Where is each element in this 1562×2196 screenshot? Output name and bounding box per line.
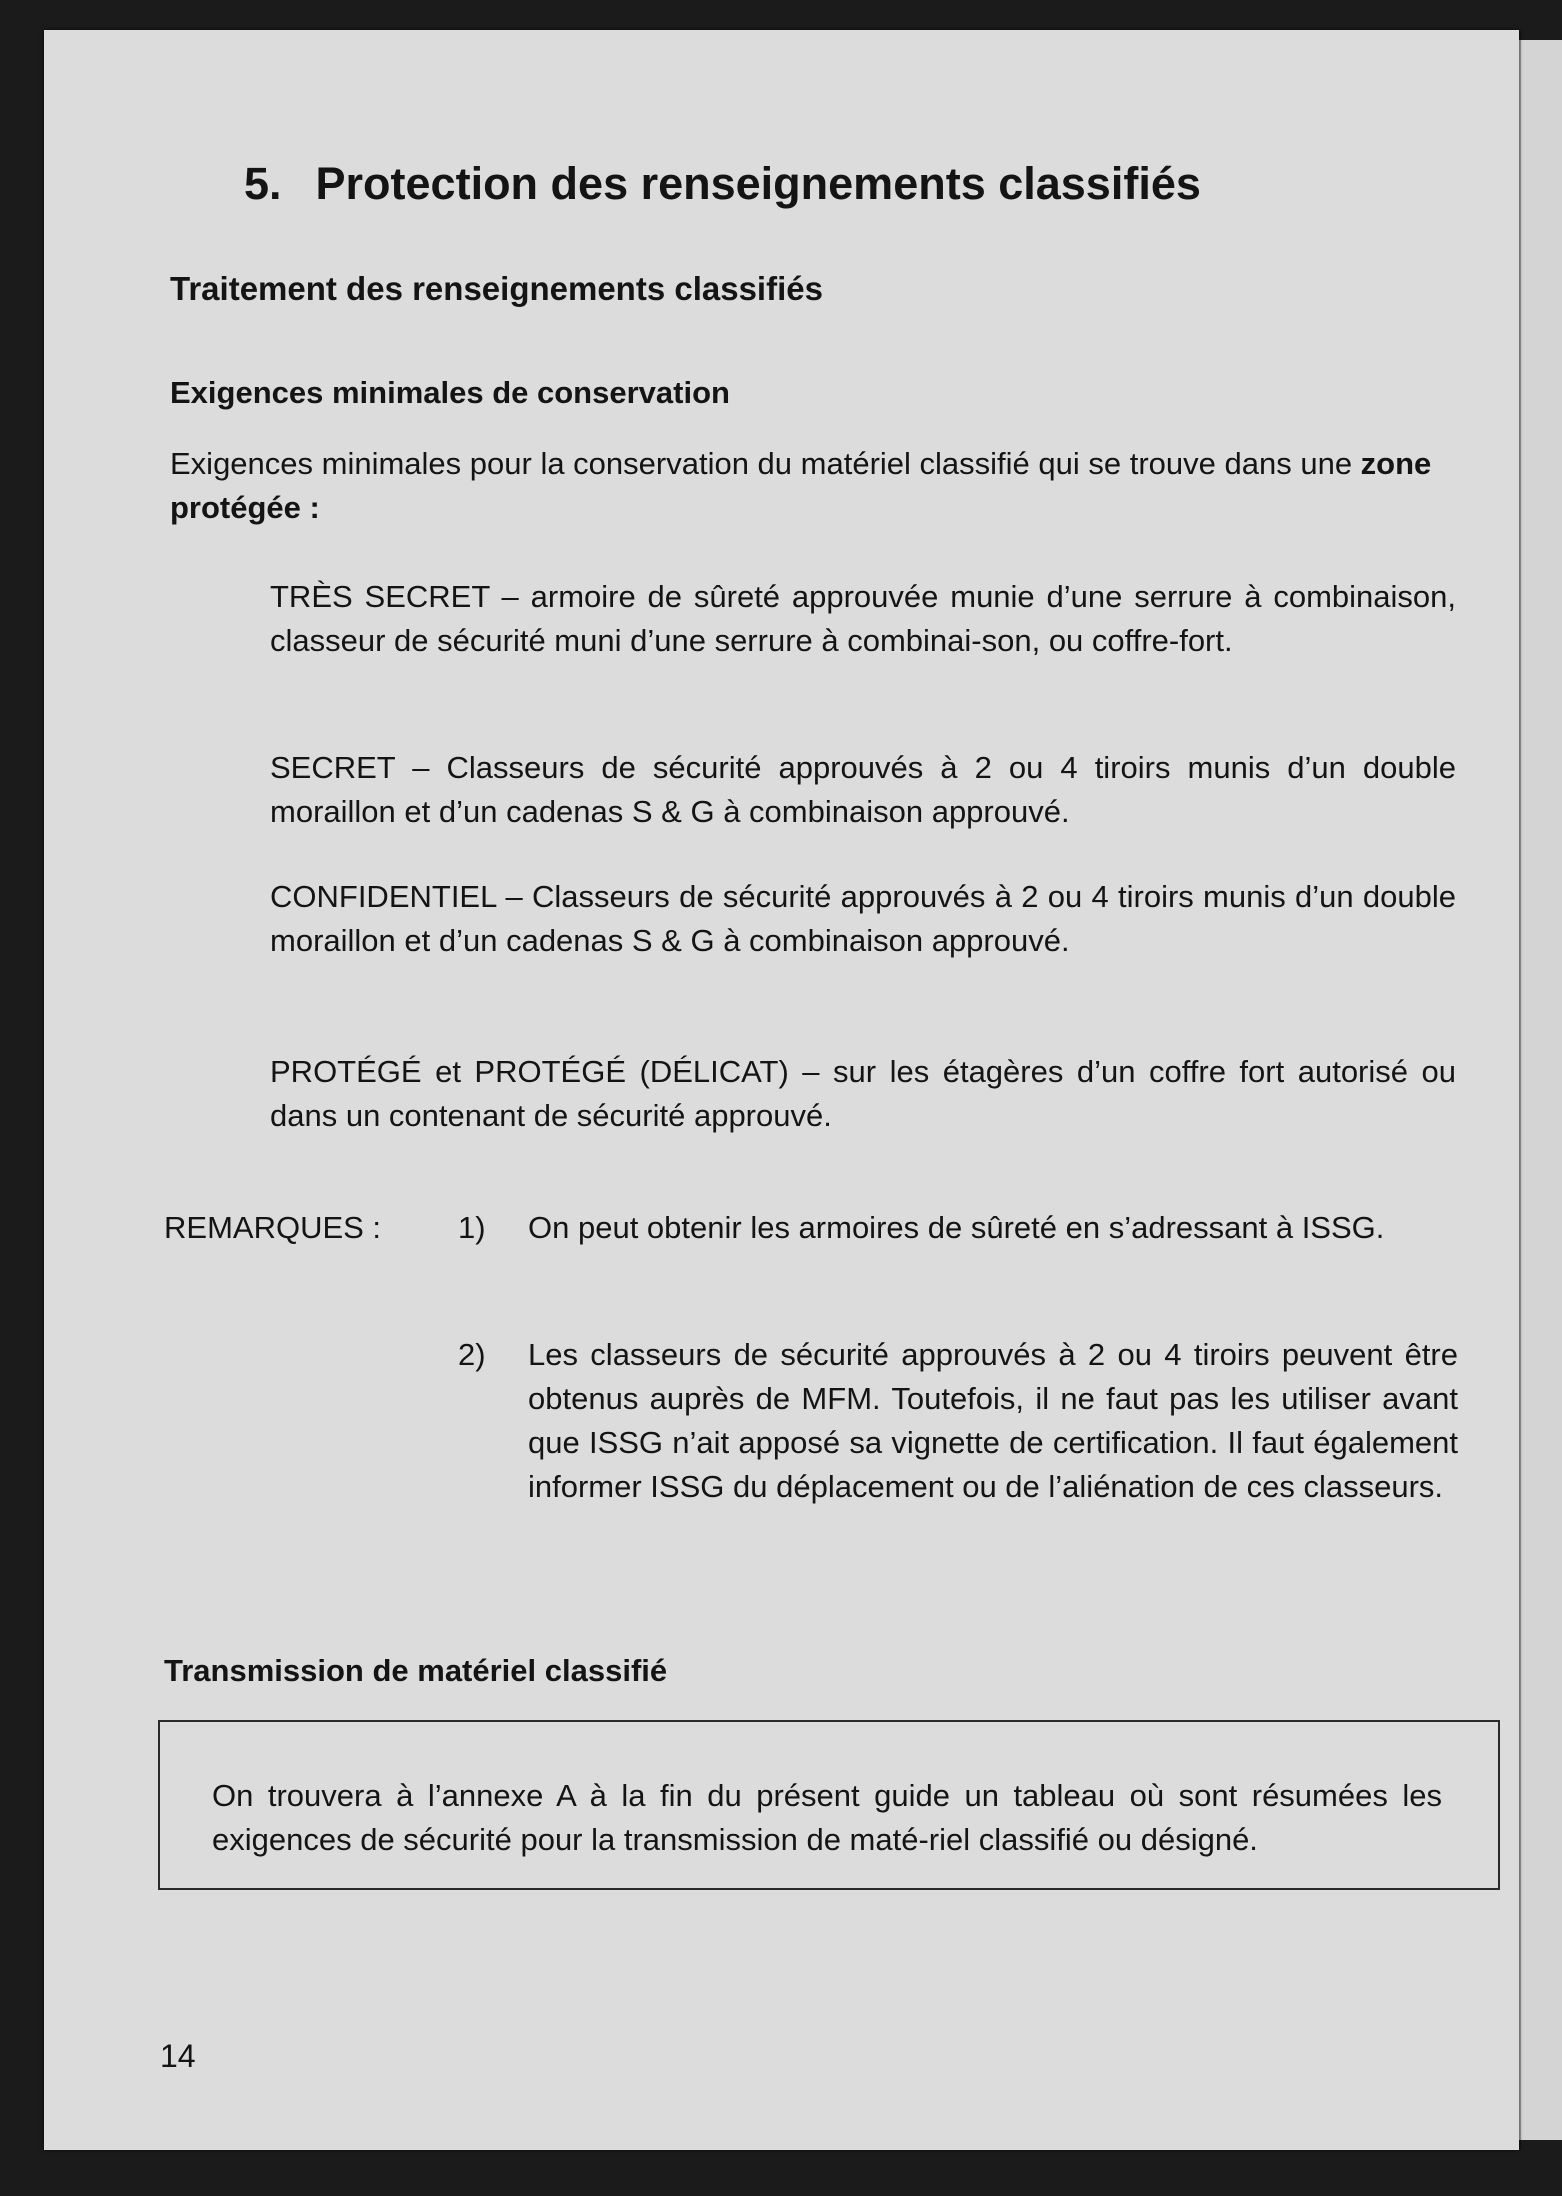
transmission-heading: Transmission de matériel classifié: [164, 1653, 668, 1688]
remarks-label: REMARQUES :: [164, 1210, 382, 1245]
page-number: 14: [160, 2038, 196, 2074]
transmission-note-text: On trouvera à l’annexe A à la fin du présent guide un tableau où sont résumées les exigences de sécurité pour la transmission de maté-riel classifié ou désigné.: [212, 1778, 1442, 1857]
document-page: [44, 30, 1519, 2150]
transmission-note-box: [158, 1720, 1500, 1890]
remark-text: On peut obtenir les armoires de sûreté en s’adressant à ISSG.: [528, 1210, 1385, 1245]
storage-intro: [170, 442, 1460, 530]
classification-level-secret: SECRET – Classeurs de sécurité approuvés à 2 ou 4 tiroirs munis d’un double moraillon et d’un cadenas S & G à combinaison approuvé.: [270, 750, 1456, 829]
classification-level-confidentiel: CONFIDENTIEL – Classeurs de sécurité approuvés à 2 ou 4 tiroirs munis d’un double moraillon et d’un cadenas S & G à combinaison approuvé.: [270, 879, 1456, 958]
remark-number: 2): [458, 1337, 486, 1372]
storage-heading: Exigences minimales de conservation: [170, 375, 730, 410]
section-title-text: Protection des renseignements classifiés: [315, 158, 1201, 209]
section-title: [244, 158, 1201, 210]
storage-intro-bold: zone protégée :: [170, 446, 1432, 525]
classification-level-protege: PROTÉGÉ et PROTÉGÉ (DÉLICAT) – sur les étagères d’un coffre fort autorisé ou dans un contenant de sécurité approuvé.: [270, 1054, 1456, 1133]
adjacent-page-edge: [1519, 40, 1562, 2140]
subsection-title: Traitement des renseignements classifiés: [170, 270, 823, 307]
remark-text: Les classeurs de sécurité approuvés à 2 ou 4 tiroirs peuvent être obtenus auprès de MFM. Toutefois, il ne faut pas les utiliser avant que ISSG n’ait apposé sa vignette de certification. Il faut également informer ISSG du déplacement ou de l’aliénation de ces classeurs.: [528, 1337, 1458, 1504]
section-number: 5.: [244, 158, 282, 209]
remark-number: 1): [458, 1210, 486, 1245]
classification-level-tres-secret: TRÈS SECRET – armoire de sûreté approuvée munie d’une serrure à combinaison, classeur de sécurité muni d’une serrure à combinai-son, ou coffre-fort.: [270, 579, 1456, 658]
storage-intro-text: Exigences minimales pour la conservation du matériel classifié qui se trouve dans une: [170, 446, 1361, 481]
